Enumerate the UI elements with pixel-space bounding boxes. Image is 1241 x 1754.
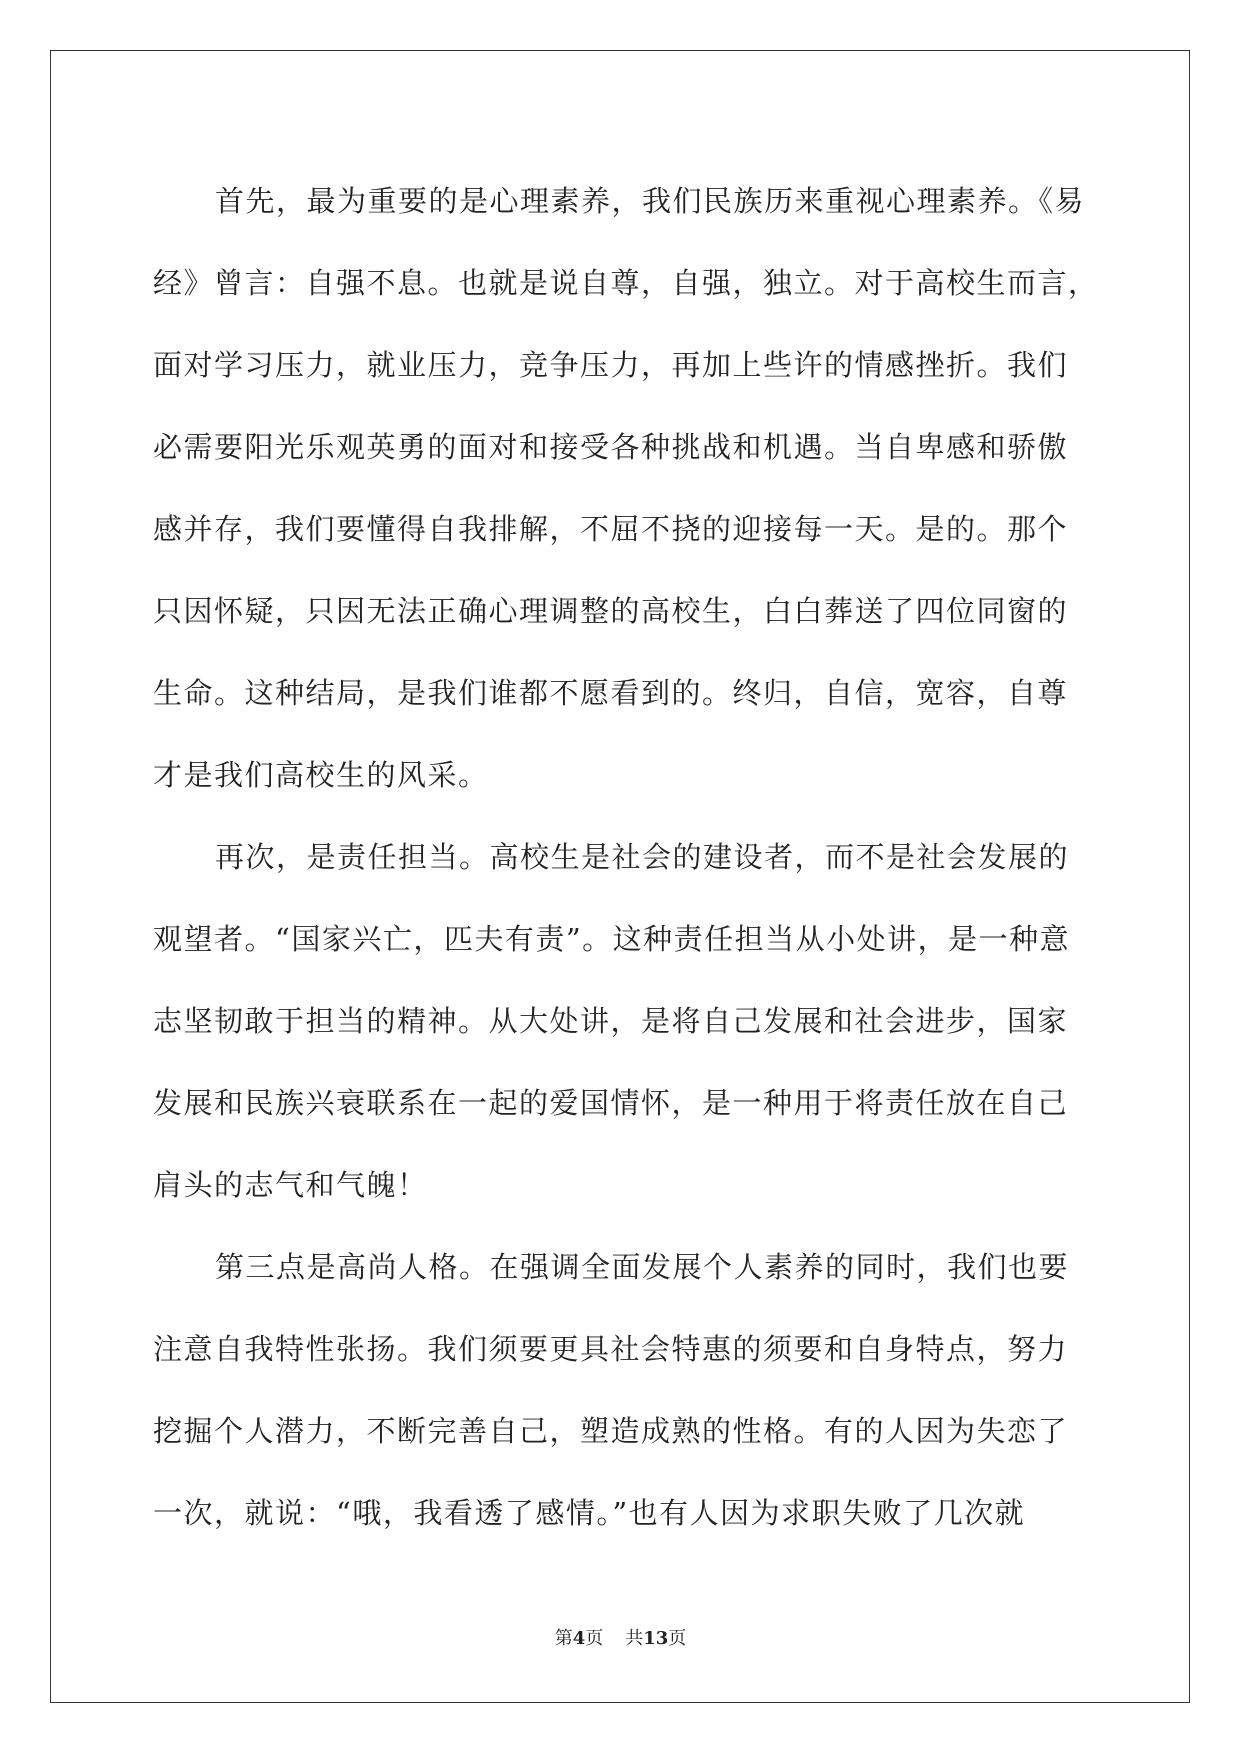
page-suffix: 页 xyxy=(585,1628,604,1649)
text-line: 经》曾言：自强不息。也就是说自尊，自强，独立。对于高校生而言， xyxy=(153,266,1099,300)
text-line: 观望者。“国家兴亡，匹夫有责”。这种责任担当从小处讲，是一种意 xyxy=(153,922,1071,956)
text-line: 志坚韧敢于担当的精神。从大处讲，是将自己发展和社会进步，国家 xyxy=(153,1004,1069,1038)
paragraph-3 xyxy=(153,1226,1088,1554)
text-line: 发展和民族兴衰联系在一起的爱国情怀，是一种用于将责任放在自己 xyxy=(153,1086,1069,1120)
text-line: 面对学习压力，就业压力，竞争压力，再加上些许的情感挫折。我们 xyxy=(153,348,1069,382)
paragraph-2 xyxy=(153,816,1088,1226)
text-line: 肩头的志气和气魄！ xyxy=(153,1168,428,1202)
text-line: 首先，最为重要的是心理素养，我们民族历来重视心理素养。《易 xyxy=(215,184,1086,218)
text-line: 才是我们高校生的风采。 xyxy=(153,758,489,792)
page-footer xyxy=(0,1624,1241,1650)
text-line: 注意自我特性张扬。我们须要更具社会特惠的须要和自身特点，努力 xyxy=(153,1332,1069,1366)
total-pages: 13 xyxy=(643,1628,669,1649)
text-line: 一次，就说：“哦，我看透了感情。”也有人因为求职失败了几次就 xyxy=(153,1496,1026,1530)
page-prefix: 第 xyxy=(554,1628,573,1649)
text-line: 只因怀疑，只因无法正确心理调整的高校生，白白葬送了四位同窗的 xyxy=(153,594,1069,628)
text-line: 再次，是责任担当。高校生是社会的建设者，而不是社会发展的 xyxy=(215,840,1070,874)
text-line: 生命。这种结局，是我们谁都不愿看到的。终归，自信，宽容，自尊 xyxy=(153,676,1069,710)
paragraph-1 xyxy=(153,160,1099,816)
text-line: 感并存，我们要懂得自我排解，不屈不挠的迎接每一天。是的。那个 xyxy=(153,512,1069,546)
page-number: 4 xyxy=(572,1628,586,1649)
total-prefix: 共 xyxy=(625,1628,644,1649)
text-line: 第三点是高尚人格。在强调全面发展个人素养的同时，我们也要 xyxy=(215,1250,1070,1284)
document-body xyxy=(153,160,1099,1554)
text-line: 挖掘个人潜力，不断完善自己，塑造成熟的性格。有的人因为失恋了 xyxy=(153,1414,1069,1448)
total-suffix: 页 xyxy=(668,1628,687,1649)
text-line: 必需要阳光乐观英勇的面对和接受各种挑战和机遇。当自卑感和骄傲 xyxy=(153,430,1069,464)
